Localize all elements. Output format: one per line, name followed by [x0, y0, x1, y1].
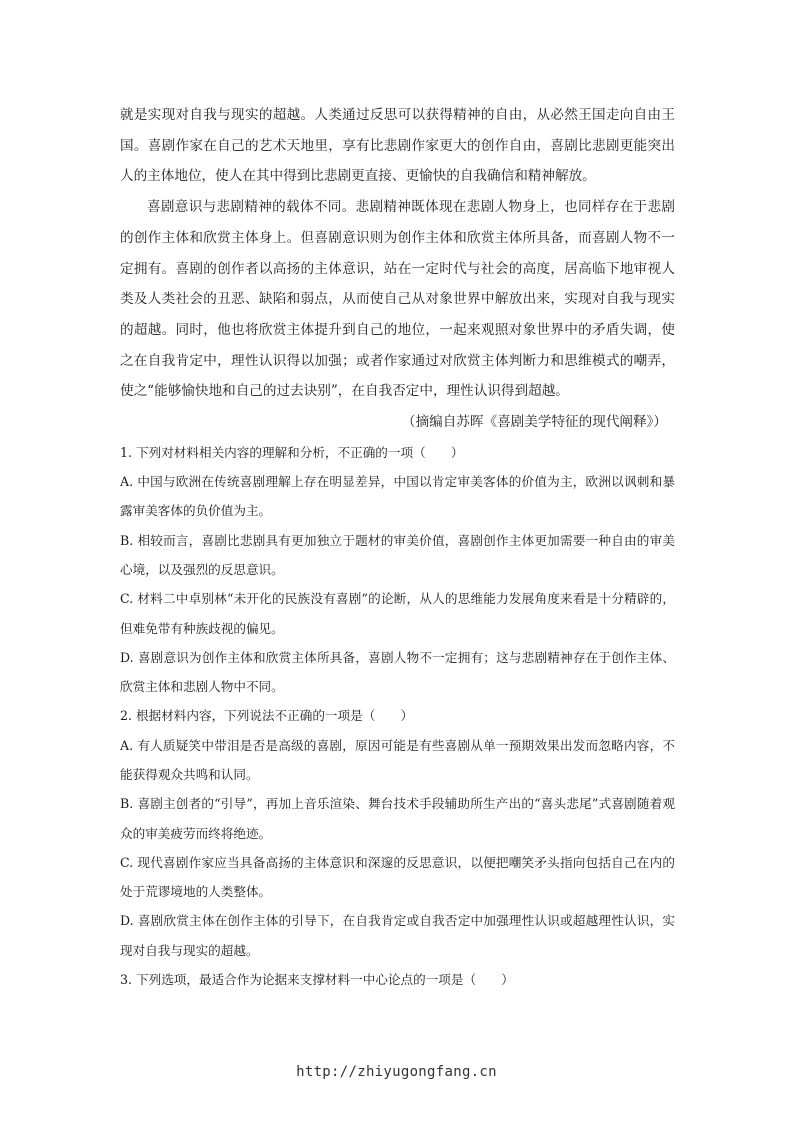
question-1-option-d: D. 喜剧意识为创作主体和欣赏主体所具备，喜剧人物不一定拥有；这与悲剧精神存在于创作主体、欣赏主体和悲剧人物中不同。: [120, 649, 675, 695]
document-body: [120, 100, 675, 994]
question-2-option-c: C. 现代喜剧作家应当具备高扬的主体意识和深邃的反思意识，以便把嘲笑矛头指向包括自己在内的处于荒谬境地的人类整体。: [120, 854, 675, 900]
question-2-stem: 2. 根据材料内容，下列说法不正确的一项是（ ）: [120, 708, 414, 724]
question-3: [120, 965, 675, 994]
question-3-stem: 3. 下列选项，最适合作为论据来支撑材料一中心论点的一项是（ ）: [120, 972, 514, 988]
question-2-option-b: B. 喜剧主创者的“引导”，再加上音乐渲染、舞台技术手段辅助所生产出的“喜头悲尾”式喜剧随着观众的审美疲劳而终将绝迹。: [120, 796, 675, 841]
paragraph-1: 就是实现对自我与现实的超越。人类通过反思可以获得精神的自由，从必然王国走向自由王国。喜剧作家在自己的艺术天地里，享有比悲剧作家更大的创作自由，喜剧比悲剧更能突出人的主体地位，使人在其中得到比悲剧更直接、更愉快的自我确信和精神解放。: [120, 107, 675, 185]
paragraph-2: 喜剧意识与悲剧精神的载体不同。悲剧精神既体现在悲剧人物身上，也同样存在于悲剧的创作主体和欣赏主体身上。但喜剧意识则为创作主体和欣赏主体所具备，而喜剧人物不一定拥有。喜剧的创作者以高扬的主体意识，站在一定时代与社会的高度，居高临下地审视人类及人类社会的丑恶、缺陷和弱点，从而使自己从对象世界中解放出来，实现对自我与现实的超越。同时，他也将欣赏主体提升到自己的地位，一起来观照对象世界中的矛盾失调，使之在自我肯定中，理性认识得以加强；或者作家通过对欣赏主体判断力和思维模式的嘲弄，使之“能够愉快地和自己的过去诀别”，在自我否定中，理性认识得到超越。: [120, 199, 675, 400]
question-1-option-a: A. 中国与欧洲在传统喜剧理解上存在明显差异，中国以肯定审美客体的价值为主，欧洲以讽刺和暴露审美客体的负价值为主。: [120, 474, 675, 519]
question-1-stem: 1. 下列对材料相关内容的理解和分析，不正确的一项（ ）: [120, 444, 464, 460]
question-1: [120, 438, 675, 702]
question-2-option-d: D. 喜剧欣赏主体在创作主体的引导下，在自我肯定或自我否定中加强理性认识或超越理性认识，实现对自我与现实的超越。: [120, 913, 675, 958]
footer-url: http://zhiyugongfang.cn: [296, 1064, 497, 1080]
question-1-option-b: B. 相较而言，喜剧比悲剧具有更加独立于题材的审美价值，喜剧创作主体更加需要一种自由的审美心境，以及强烈的反思意识。: [120, 532, 675, 577]
question-1-option-c: C. 材料二中卓别林“未开化的民族没有喜剧”的论断，从人的思维能力发展角度来看是十分精辟的，但难免带有种族歧视的偏见。: [120, 591, 675, 636]
source-citation: （摘编自苏晖《喜剧美学特征的现代阐释》）: [401, 414, 667, 431]
question-2: [120, 701, 675, 965]
question-2-option-a: A. 有人质疑笑中带泪是否是高级的喜剧，原因可能是有些喜剧从单一预期效果出发而忽略内容，不能获得观众共鸣和认同。: [120, 737, 675, 782]
